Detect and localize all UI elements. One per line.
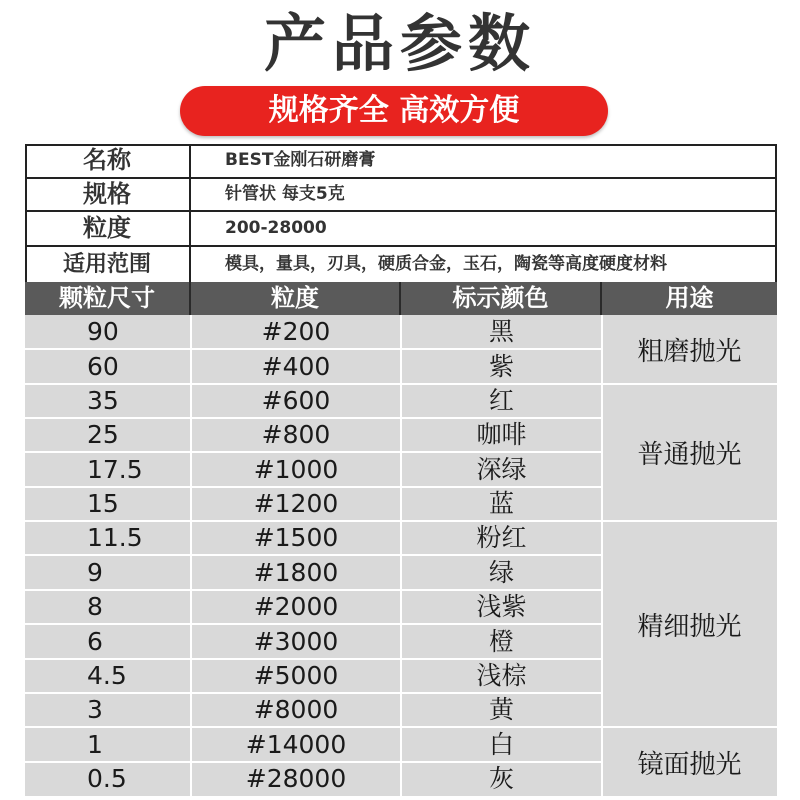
grit-cell: #2000	[253, 592, 339, 621]
info-row-name	[25, 144, 777, 179]
color-cell: 橙	[488, 627, 514, 656]
row-divider	[25, 383, 777, 385]
color-cell: 浅棕	[476, 661, 527, 690]
grit-cell: #1800	[253, 558, 339, 587]
size-cell: 15	[87, 489, 119, 518]
use-cell-normal: 普通抛光	[637, 439, 742, 470]
color-cell: 红	[488, 386, 514, 415]
size-cell: 8	[87, 592, 103, 621]
header-size: 颗粒尺寸	[25, 282, 191, 315]
size-cell: 9	[87, 558, 103, 587]
grit-cell: #1000	[253, 455, 339, 484]
info-value-scope: 模具，量具，刃具，硬质合金，玉石，陶瓷等高度硬度材料	[225, 254, 667, 274]
use-cell-fine: 精细抛光	[637, 612, 742, 642]
info-row-scope	[25, 247, 777, 282]
grit-cell: #800	[261, 420, 331, 449]
info-value-grit: 200-28000	[225, 218, 327, 238]
grit-cell: #5000	[253, 661, 339, 690]
color-cell: 紫	[488, 352, 514, 381]
info-label-name: 名称	[25, 144, 191, 177]
info-row-grit	[25, 212, 777, 247]
row-divider	[25, 348, 602, 350]
size-cell: 1	[87, 730, 103, 759]
row-divider	[25, 658, 602, 660]
grit-cell: #1500	[253, 523, 339, 552]
table-body	[25, 315, 777, 796]
grit-cell: #8000	[253, 695, 339, 724]
size-cell: 17.5	[87, 455, 143, 484]
size-cell: 3	[87, 695, 103, 724]
size-cell: 35	[87, 386, 119, 415]
info-value-spec: 针管状 每支5克	[225, 184, 345, 204]
size-cell: 0.5	[87, 764, 127, 793]
row-divider	[25, 554, 602, 556]
feature-banner: 规格齐全 高效方便	[180, 86, 608, 136]
row-divider	[25, 589, 602, 591]
row-divider	[25, 451, 602, 453]
info-row-spec	[25, 179, 777, 212]
grit-cell: #3000	[253, 627, 339, 656]
header-use: 用途	[665, 284, 714, 312]
row-divider	[25, 417, 602, 419]
info-label-spec: 规格	[25, 179, 191, 210]
color-cell: 蓝	[488, 489, 514, 518]
row-divider	[25, 726, 777, 728]
grit-cell: #600	[261, 386, 331, 415]
color-cell: 黄	[488, 695, 514, 724]
size-cell: 6	[87, 627, 103, 656]
grit-cell: #14000	[245, 730, 347, 759]
color-cell: 白	[488, 730, 514, 759]
color-cell: 黑	[488, 317, 514, 346]
grit-cell: #1200	[253, 489, 339, 518]
color-cell: 深绿	[476, 455, 527, 484]
table-header	[25, 282, 777, 315]
grit-cell: #400	[261, 352, 331, 381]
info-value-name: BEST金刚石研磨膏	[225, 150, 376, 170]
size-cell: 11.5	[87, 523, 143, 552]
grit-cell: #28000	[245, 764, 347, 793]
use-cell-coarse: 粗磨抛光	[637, 336, 742, 367]
size-cell: 4.5	[87, 661, 127, 690]
row-divider	[25, 623, 602, 625]
size-cell: 90	[87, 317, 119, 346]
page-title: 产品参数	[263, 7, 536, 80]
header-color: 标示颜色	[401, 282, 602, 315]
color-cell: 灰	[488, 764, 514, 793]
row-divider	[25, 761, 602, 763]
row-divider	[25, 486, 602, 488]
size-cell: 60	[87, 352, 119, 381]
header-grit: 粒度	[191, 282, 401, 315]
row-divider	[25, 520, 777, 522]
use-cell-mirror: 镜面抛光	[637, 749, 742, 780]
info-label-grit: 粒度	[25, 212, 191, 245]
info-label-scope: 适用范围	[25, 247, 191, 282]
color-cell: 绿	[488, 558, 514, 587]
color-cell: 浅紫	[476, 592, 527, 621]
size-cell: 25	[87, 420, 119, 449]
row-divider	[25, 692, 602, 694]
color-cell: 粉红	[476, 523, 527, 552]
color-cell: 咖啡	[476, 420, 527, 449]
grit-cell: #200	[261, 317, 331, 346]
